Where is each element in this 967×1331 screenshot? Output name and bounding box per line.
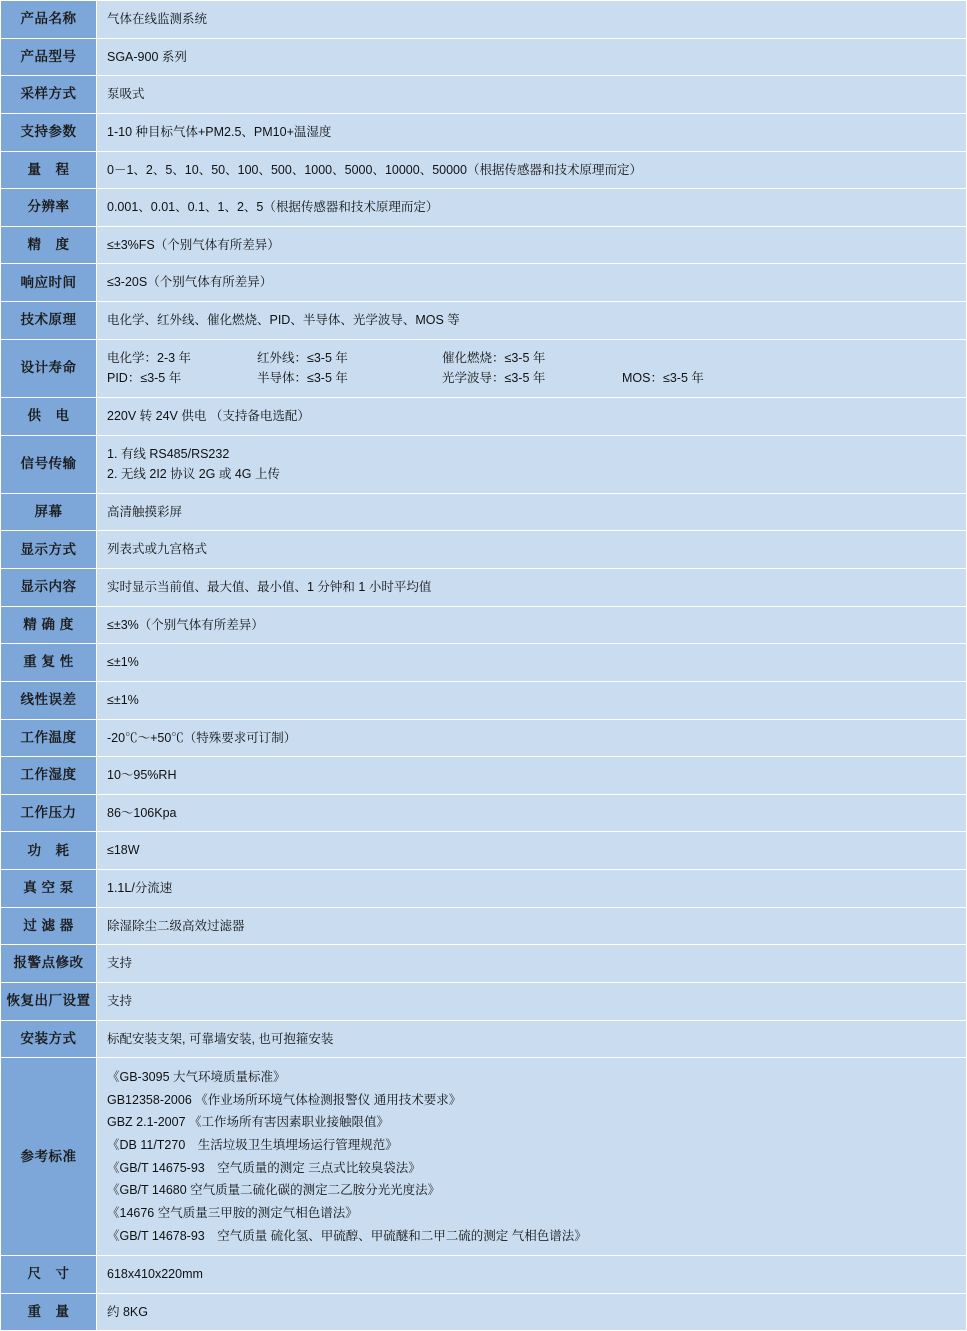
table-row (1, 76, 967, 114)
row-label: 采样方式 (1, 76, 97, 114)
row-value-standards (97, 1058, 967, 1256)
table-row (1, 38, 967, 76)
standard-line: 《DB 11/T270 生活垃圾卫生填埋场运行管理规范》 (107, 1138, 398, 1152)
row-value: 除湿除尘二级高效过滤器 (97, 907, 967, 945)
row-value: 泵吸式 (97, 76, 967, 114)
row-label: 功 耗 (1, 832, 97, 870)
row-value: ≤±3%FS（个别气体有所差异） (97, 226, 967, 264)
signal-line: 1. 有线 RS485/RS232 (107, 446, 230, 461)
table-row-standards (1, 1058, 967, 1256)
row-value: ≤±3%（个别气体有所差异） (97, 606, 967, 644)
design-life-row (107, 348, 956, 369)
row-label: 设计寿命 (1, 339, 97, 397)
row-label: 尺 寸 (1, 1256, 97, 1294)
table-row (1, 644, 967, 682)
table-row (1, 151, 967, 189)
table-row (1, 757, 967, 795)
table-row-signal (1, 435, 967, 493)
table-row (1, 493, 967, 531)
row-value: 支持 (97, 982, 967, 1020)
row-value: SGA-900 系列 (97, 38, 967, 76)
row-label: 安装方式 (1, 1020, 97, 1058)
standard-line: 《GB/T 14680 空气质量二硫化碳的测定二乙胺分光光度法》 (107, 1183, 441, 1198)
table-row (1, 1256, 967, 1294)
row-label: 工作湿度 (1, 757, 97, 795)
row-value: 618x410x220mm (97, 1256, 967, 1294)
table-row (1, 606, 967, 644)
row-label: 显示方式 (1, 531, 97, 569)
standard-line: 《GB-3095 大气环境质量标准》 (107, 1070, 286, 1085)
row-value: 实时显示当前值、最大值、最小值、1 分钟和 1 小时平均值 (97, 569, 967, 607)
design-life-row (107, 368, 956, 389)
row-value-design-life (97, 339, 967, 397)
row-value: 0.001、0.01、0.1、1、2、5（根据传感器和技术原理而定） (97, 189, 967, 227)
table-row (1, 832, 967, 870)
row-label: 响应时间 (1, 264, 97, 302)
row-label: 分辨率 (1, 189, 97, 227)
row-value: 列表式或九宫格式 (97, 531, 967, 569)
table-row (1, 794, 967, 832)
standard-line: 《14676 空气质量三甲胺的测定气相色谱法》 (107, 1205, 358, 1220)
row-label: 信号传输 (1, 435, 97, 493)
row-value-signal (97, 435, 967, 493)
table-row (1, 719, 967, 757)
standard-line: 《GB/T 14678-93 空气质量 硫化氢、甲硫醇、甲硫醚和二甲二硫的测定 气相色谱法》 (107, 1228, 587, 1243)
table-row (1, 226, 967, 264)
row-value: 1-10 种目标气体+PM2.5、PM10+温湿度 (97, 113, 967, 151)
table-row (1, 113, 967, 151)
row-value: -20℃～+50℃（特殊要求可订制） (97, 719, 967, 757)
row-value: 86～106Kpa (97, 794, 967, 832)
row-value: 电化学、红外线、催化燃烧、PID、半导体、光学波导、MOS 等 (97, 302, 967, 340)
row-value: 10～95%RH (97, 757, 967, 795)
row-value: 高清触摸彩屏 (97, 493, 967, 531)
table-row (1, 982, 967, 1020)
table-row (1, 189, 967, 227)
table-row (1, 870, 967, 908)
row-label: 支持参数 (1, 113, 97, 151)
row-label: 量 程 (1, 151, 97, 189)
row-label: 重 复 性 (1, 644, 97, 682)
standard-line: 《GB/T 14675-93 空气质量的测定 三点式比较臭袋法》 (107, 1160, 421, 1175)
row-value: 220V 转 24V 供电 （支持备电选配） (97, 397, 967, 435)
standard-line: GB12358-2006 《作业场所环境气体检测报警仪 通用技术要求》 (107, 1092, 462, 1107)
row-value: 0－1、2、5、10、50、100、500、1000、5000、10000、50000（根据传感器和技术原理而定） (97, 151, 967, 189)
signal-line: 2. 无线 2I2 协议 2G 或 4G 上传 (107, 467, 280, 482)
table-row (1, 1, 967, 39)
table-row (1, 1020, 967, 1058)
row-label: 工作温度 (1, 719, 97, 757)
row-label: 过 滤 器 (1, 907, 97, 945)
row-label: 产品名称 (1, 1, 97, 39)
row-value: 气体在线监测系统 (97, 1, 967, 39)
row-label: 精 确 度 (1, 606, 97, 644)
table-row (1, 1293, 967, 1331)
row-label: 供 电 (1, 397, 97, 435)
design-life-cell: 红外线：≤3-5 年 (257, 350, 348, 365)
row-label: 显示内容 (1, 569, 97, 607)
design-life-cell: 光学波导：≤3-5 年 (442, 371, 546, 386)
row-value: 1.1L/分流速 (97, 870, 967, 908)
table-row (1, 681, 967, 719)
row-label: 线性误差 (1, 681, 97, 719)
design-life-cell: PID：≤3-5 年 (107, 371, 182, 386)
row-value: ≤3-20S（个别气体有所差异） (97, 264, 967, 302)
table-row (1, 531, 967, 569)
row-label: 报警点修改 (1, 945, 97, 983)
row-label: 技术原理 (1, 302, 97, 340)
row-label: 恢复出厂设置 (1, 982, 97, 1020)
row-value: 标配安装支架, 可靠墙安装, 也可抱箍安装 (97, 1020, 967, 1058)
row-label: 产品型号 (1, 38, 97, 76)
row-label: 真 空 泵 (1, 870, 97, 908)
design-life-cell: 催化燃烧：≤3-5 年 (442, 350, 546, 365)
row-value: ≤±1% (97, 681, 967, 719)
table-row-design-life (1, 339, 967, 397)
row-label: 参考标准 (1, 1058, 97, 1256)
standard-line: GBZ 2.1-2007 《工作场所有害因素职业接触限值》 (107, 1115, 389, 1130)
table-row (1, 264, 967, 302)
design-life-cell: 半导体：≤3-5 年 (257, 371, 348, 386)
row-label: 重 量 (1, 1293, 97, 1331)
row-label: 精 度 (1, 226, 97, 264)
row-value: 约 8KG (97, 1293, 967, 1331)
design-life-cell: MOS：≤3-5 年 (622, 371, 704, 386)
row-value: ≤±1% (97, 644, 967, 682)
table-row (1, 907, 967, 945)
row-value: ≤18W (97, 832, 967, 870)
table-row (1, 397, 967, 435)
table-row (1, 302, 967, 340)
row-label: 工作压力 (1, 794, 97, 832)
table-row (1, 945, 967, 983)
row-value: 支持 (97, 945, 967, 983)
design-life-cell: 电化学：2-3 年 (107, 350, 192, 365)
table-row (1, 569, 967, 607)
row-label: 屏幕 (1, 493, 97, 531)
